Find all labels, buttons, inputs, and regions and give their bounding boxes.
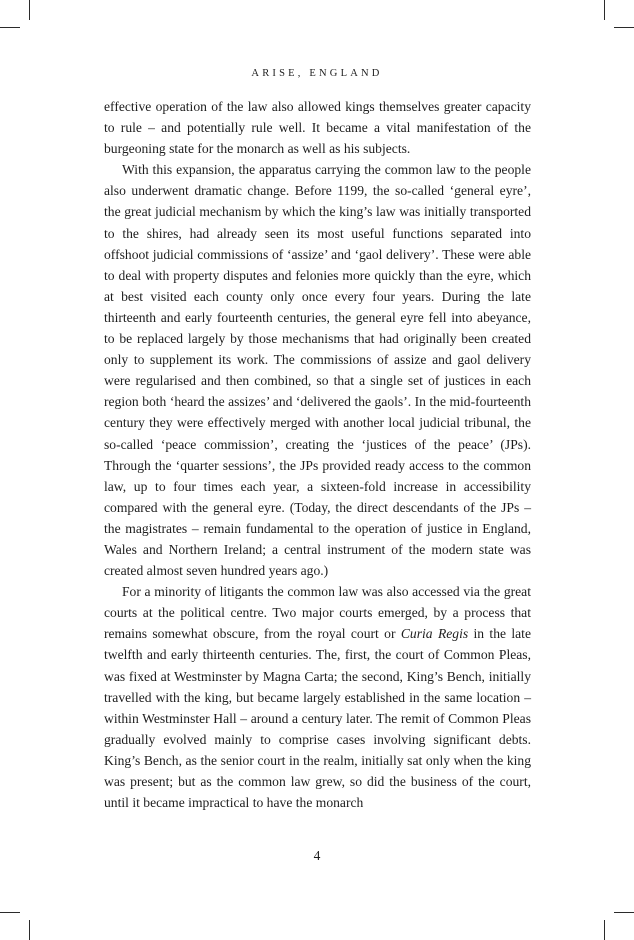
crop-mark [0,27,20,28]
crop-mark [604,0,605,20]
crop-mark [29,0,30,20]
paragraph-text: For a minority of litigants the common law was also accessed via the great courts at the political centre. Two major courts emerged, by a process that remains somewhat obscure, from the royal court or [104,584,531,642]
page-number: 4 [313,848,321,863]
crop-mark [29,920,30,940]
crop-mark [0,912,20,913]
italic-term: Curia Regis [400,626,469,642]
crop-mark [604,920,605,940]
body-text [104,96,531,813]
paragraph-text: in the late twelfth and early thirteenth centuries. The, first, the court of Common Pleas, was fixed at Westminster by Magna Carta; the second, King’s Bench, initially travelled with the king, but became largely established in the same location – within Westminster Hall – around a century later. The remit of Common Pleas gradually evolved mainly to comprise cases involving significant debts. King’s Bench, as the senior court in the realm, initially sat only when the king was present; but as the common law grew, so did the business of the court, until it became impractical to have the monarch [104,626,531,811]
crop-mark [614,912,634,913]
paragraph: With this expansion, the apparatus carrying the common law to the people also underwent dramatic change. Before 1199, the so-called ‘general eyre’, the great judicial mechanism by which the king’s law was initially transported to the shires, had already seen its most useful functions separated into offshoot judicial commissions of ‘assize’ and ‘gaol delivery’. These were able to deal with property disputes and felonies more quickly than the eyre, which at best visited each county only once every four years. During the late thirteenth and early fourteenth centuries, the general eyre fell into abeyance, to be replaced largely by those mechanisms that had originally been created only to supplement its work. The commissions of assize and gaol delivery were regularised and then combined, so that a single set of justices in each region both ‘heard the assizes’ and ‘delivered the gaols’. In the mid-fourteenth century they were effectively merged with another local judicial tribunal, the so-called ‘peace commission’, creating the ‘justices of the peace’ (JPs). Through the ‘quarter sessions’, the JPs provided ready access to the common law, up to four times each year, a sixteen-fold increase in accessibility compared with the general eyre. (Today, the direct descendants of the JPs – the magistrates – remain fundamental to the operation of justice in England, Wales and Northern Ireland; a central instrument of the modern state was created almost seven hundred years ago.) [104,162,531,579]
crop-mark [614,27,634,28]
paragraph: effective operation of the law also allowed kings themselves greater capacity to rule – and potentially rule well. It became a vital manifestation of the burgeoning state for the monarch as well as his subjects. [104,99,531,157]
running-head: ARISE, ENGLAND [251,68,383,79]
paragraph [104,581,531,813]
